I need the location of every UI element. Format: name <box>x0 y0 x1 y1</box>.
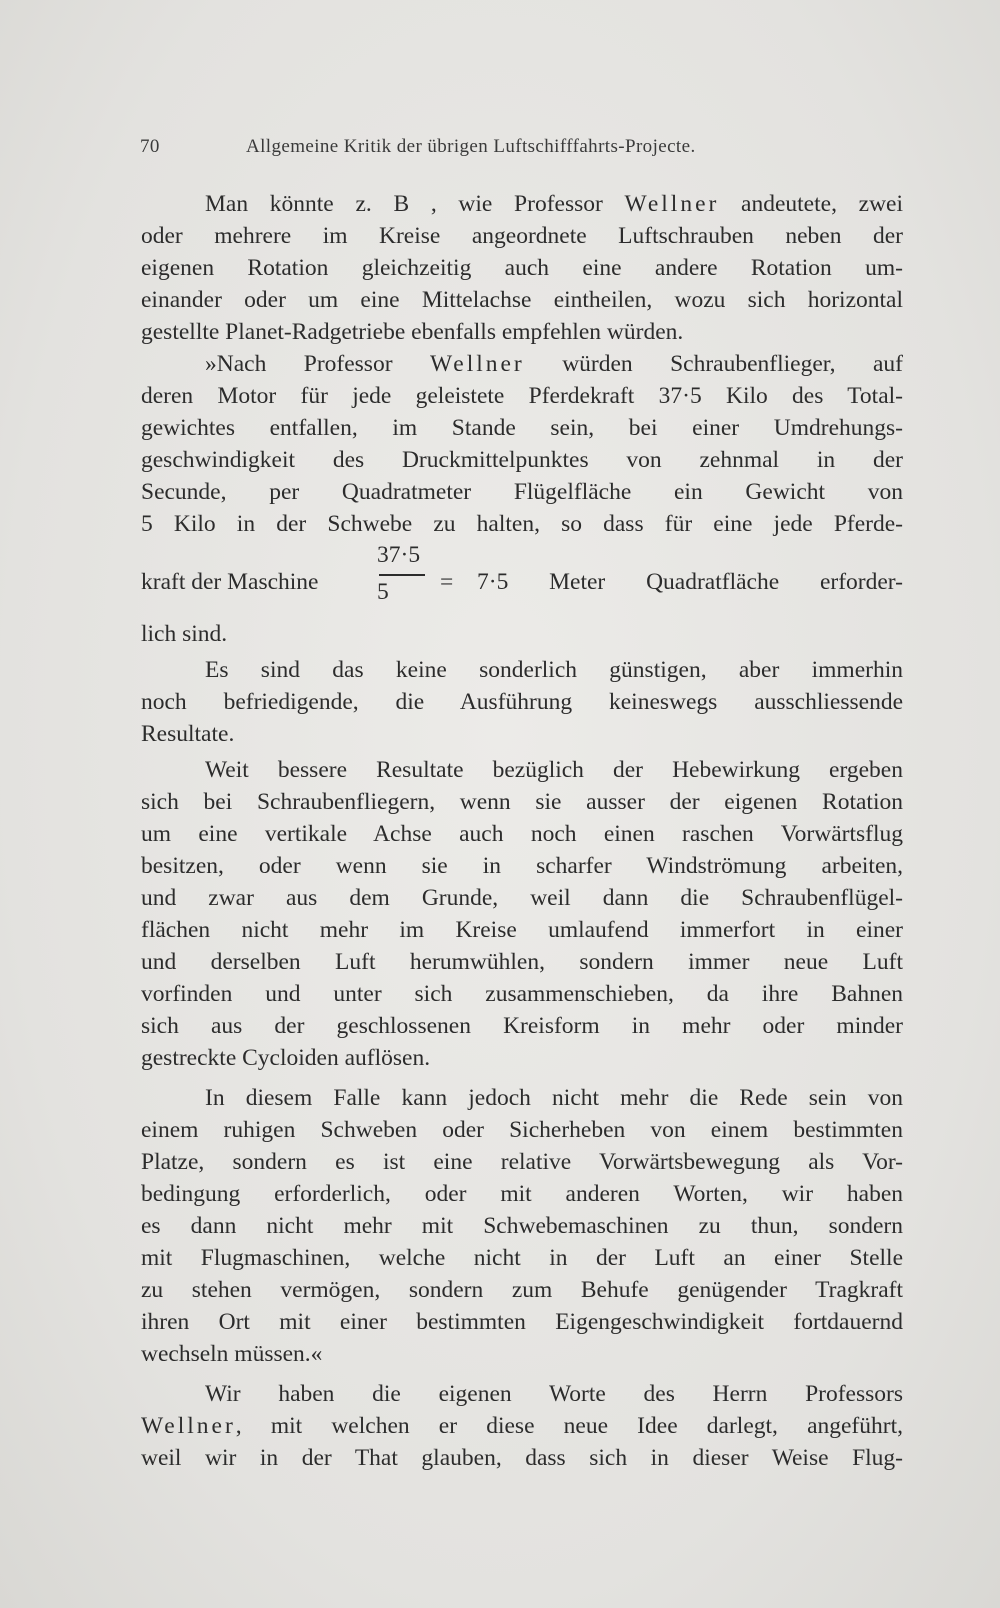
text-line: und zwar aus dem Grunde, weil dann die Schraubenflügel- <box>141 885 903 911</box>
author-name: Wellner <box>624 191 720 217</box>
text-line: gewichtes entfallen, im Stande sein, bei einer Umdrehungs- <box>141 415 903 441</box>
fraction-denominator: 5 <box>377 578 389 605</box>
text-line: zu stehen vermögen, sondern zum Behufe genügender Tragkraft <box>141 1277 903 1303</box>
text-line: und derselben Luft herumwühlen, sondern immer neue Luft <box>141 949 903 975</box>
text-line: Es sind das keine sonderlich günstigen, aber immerhin <box>205 657 903 683</box>
paragraph-2 <box>141 348 903 650</box>
paragraph-6 <box>141 1378 903 1474</box>
text-line: In diesem Falle kann jedoch nicht mehr die Rede sein von <box>205 1085 903 1111</box>
text-line: Weit bessere Resultate bezüglich der Hebewirkung ergeben <box>205 757 903 783</box>
paragraph-3 <box>141 654 903 750</box>
author-name: Wellner <box>429 351 525 377</box>
text-span: andeutete, zwei <box>719 191 904 217</box>
formula-line <box>141 540 903 618</box>
text-line: Platze, sondern es ist eine relative Vorwärtsbewegung als Vor- <box>141 1149 903 1175</box>
text-line: sich aus der geschlossenen Kreisform in mehr oder minder <box>141 1013 903 1039</box>
text-line: 5 Kilo in der Schwebe zu halten, so dass für eine jede Pferde- <box>141 511 903 537</box>
text-span: Man könnte z. B , wie Professor <box>205 191 625 217</box>
text-line: einander oder um eine Mittelachse eintheilen, wozu sich horizontal <box>141 287 903 313</box>
formula-result-text: 7·5 Meter Quadratfläche erforder- <box>477 569 903 595</box>
text-line <box>141 188 903 220</box>
equals-sign: = <box>440 569 454 595</box>
text-span: »Nach Professor <box>205 351 430 377</box>
text-line: eigenen Rotation gleichzeitig auch eine andere Rotation um- <box>141 255 903 281</box>
text-line: um eine vertikale Achse auch noch einen raschen Vorwärtsflug <box>141 821 903 847</box>
text-line: weil wir in der That glauben, dass sich in dieser Weise Flug- <box>141 1445 903 1471</box>
author-name: Wellner <box>141 1413 236 1439</box>
text-line: gestellte Planet-Radgetriebe ebenfalls empfehlen würden. <box>141 319 684 345</box>
text-line: Secunde, per Quadratmeter Flügelfläche ein Gewicht von <box>141 479 903 505</box>
text-line: bedingung erforderlich, oder mit anderen Worten, wir haben <box>141 1181 903 1207</box>
text-line: Wir haben die eigenen Worte des Herrn Professors <box>205 1381 903 1407</box>
text-line: deren Motor für jede geleistete Pferdekraft 37·5 Kilo des Total- <box>141 383 903 409</box>
text-line: gestreckte Cycloiden auflösen. <box>141 1045 431 1071</box>
running-title: Allgemeine Kritik der übrigen Luftschifffahrts-Projecte. <box>246 136 696 157</box>
paragraph-5 <box>141 1082 903 1370</box>
paragraph-1 <box>141 188 903 348</box>
text-line: geschwindigkeit des Druckmittelpunktes von zehnmal in der <box>141 447 903 473</box>
fraction <box>377 540 427 606</box>
text-line: vorfinden und unter sich zusammenschieben, da ihre Bahnen <box>141 981 903 1007</box>
page-number: 70 <box>140 136 160 157</box>
text-line <box>141 1410 903 1442</box>
fraction-bar <box>379 574 425 576</box>
text-span: würden Schraubenflieger, auf <box>524 351 903 377</box>
text-line: es dann nicht mehr mit Schwebemaschinen zu thun, sondern <box>141 1213 903 1239</box>
paragraph-4 <box>141 754 903 1074</box>
text-line: oder mehrere im Kreise angeordnete Luftschrauben neben der <box>141 223 903 249</box>
text-line: mit Flugmaschinen, welche nicht in der Luft an einer Stelle <box>141 1245 903 1271</box>
text-line <box>141 348 903 380</box>
formula-lead-text: kraft der Maschine <box>141 569 319 595</box>
text-line: wechseln müssen.« <box>141 1341 323 1367</box>
body-text <box>141 188 903 1474</box>
text-line: noch befriedigende, die Ausführung keineswegs ausschliessende <box>141 689 903 715</box>
text-line: einem ruhigen Schweben oder Sicherheben von einem bestimmten <box>141 1117 903 1143</box>
text-line: lich sind. <box>141 621 228 647</box>
text-span: , mit welchen er diese neue Idee darlegt, angeführt, <box>235 1413 903 1439</box>
text-line: Resultate. <box>141 721 235 747</box>
text-line: sich bei Schraubenfliegern, wenn sie ausser der eigenen Rotation <box>141 789 903 815</box>
text-line: ihren Ort mit einer bestimmten Eigengeschwindigkeit fortdauernd <box>141 1309 903 1335</box>
fraction-numerator: 37·5 <box>377 542 421 568</box>
text-line: besitzen, oder wenn sie in scharfer Windströmung arbeiten, <box>141 853 903 879</box>
text-line: flächen nicht mehr im Kreise umlaufend immerfort in einer <box>141 917 903 943</box>
